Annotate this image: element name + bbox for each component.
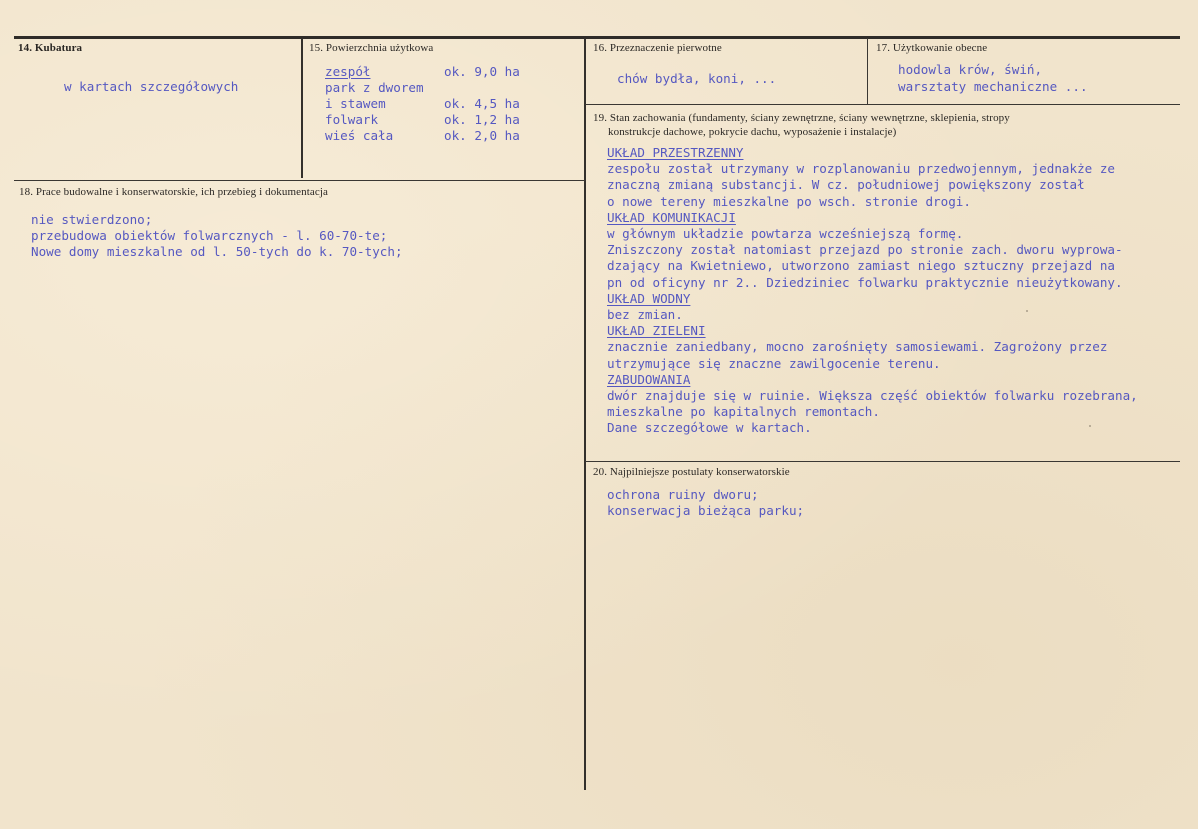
section19-heading: UKŁAD KOMUNIKACJI — [607, 209, 736, 225]
section19-line: o nowe tereny mieszkalne po wsch. stronie drogi. — [607, 193, 971, 209]
section19-line: znaczną zmianą substancji. W cz. południowej powiększony został — [607, 177, 1085, 193]
section19-line: w głównym układzie powtarza wcześniejszą formę. — [607, 226, 964, 241]
section18-label: 18. Prace budowalne i konserwatorskie, ich przebieg i dokumentacja — [19, 186, 328, 198]
section19-label-cont: konstrukcje dachowe, pokrycie dachu, wyposażenie i instalacje) — [608, 126, 897, 138]
section19-line: dwór znajduje się w ruinie. Większa część obiektów folwarku rozebrana, — [607, 388, 1138, 403]
section15-row-name: zespół — [325, 64, 371, 79]
section15-label: 15. Powierzchnia użytkowa — [309, 42, 434, 54]
section19-line: dzający na Kwietniewo, utworzono zamiast niego sztuczny przejazd na — [607, 258, 1115, 274]
rule-under-19 — [585, 461, 1180, 462]
rule-under-14-15 — [14, 180, 585, 181]
section18-line: przebudowa obiektów folwarcznych - l. 60-70-te; — [31, 228, 388, 243]
section16-value: chów bydła, koni, ... — [617, 71, 777, 86]
paper-stain — [1026, 310, 1028, 312]
section15-row-name: i stawem — [325, 96, 386, 111]
section15-row-name: wieś cała — [325, 128, 394, 143]
section18-line: Nowe domy mieszkalne od l. 50-tych do k. 70-tych; — [31, 244, 403, 259]
section20-line: ochrona ruiny dworu; — [607, 487, 759, 502]
section19-line: zespołu został utrzymany w rozplanowaniu przedwojennym, jednakże ze — [607, 161, 1115, 177]
section15-row-value: ok. 1,2 ha — [444, 112, 520, 127]
section19-line: znacznie zaniedbany, mocno zarośnięty samosiewami. Zagrożony przez — [607, 339, 1108, 355]
section19-label: 19. Stan zachowania (fundamenty, ściany zewnętrzne, ściany wewnętrzne, sklepienia, stropy — [593, 112, 1010, 124]
paper-stain — [1089, 425, 1091, 427]
section19-heading: UKŁAD PRZESTRZENNY — [607, 145, 744, 160]
section19-heading: UKŁAD ZIELENI — [607, 323, 706, 339]
rule-under-16-17 — [585, 104, 1180, 105]
section14-label: 14. Kubatura — [18, 42, 83, 54]
top-rule — [14, 36, 1180, 39]
section19-line: mieszkalne po kapitalnych remontach. — [607, 404, 880, 420]
divider-14-15 — [301, 38, 303, 178]
section15-row-value: ok. 9,0 ha — [444, 64, 520, 79]
section15-row-name: folwark — [325, 112, 379, 127]
section19-heading: ZABUDOWANIA — [607, 371, 691, 387]
section14-value: w kartach szczegółowych — [64, 79, 239, 94]
section20-label: 20. Najpilniejsze postulaty konserwatorskie — [593, 466, 790, 478]
section19-line: Dane szczegółowe w kartach. — [607, 420, 812, 436]
section19-line: pn od oficyny nr 2.. Dziedziniec folwarku praktycznie nieużytkowany. — [607, 274, 1123, 290]
section20-line: konserwacja bieżąca parku; — [607, 503, 805, 518]
section15-row-name: park z dworem — [325, 80, 424, 95]
section19-line: Zniszczony został natomiast przejazd po stronie zach. dworu wyprowa- — [607, 242, 1123, 258]
section19-line: bez zmian. — [607, 307, 683, 322]
section17-line: hodowla krów, świń, — [898, 62, 1043, 77]
section19-line: utrzymujące się znaczne zawilgocenie terenu. — [607, 355, 941, 371]
section18-line: nie stwierdzono; — [31, 212, 153, 227]
divider-16-17 — [867, 38, 868, 104]
section15-row-value: ok. 4,5 ha — [444, 96, 520, 111]
section16-label: 16. Przeznaczenie pierwotne — [593, 42, 722, 54]
section17-line: warsztaty mechaniczne ... — [898, 79, 1088, 94]
section19-heading: UKŁAD WODNY — [607, 290, 691, 306]
section15-row-value: ok. 2,0 ha — [444, 128, 520, 143]
divider-main — [584, 38, 586, 790]
section17-label: 17. Użytkowanie obecne — [876, 42, 988, 54]
